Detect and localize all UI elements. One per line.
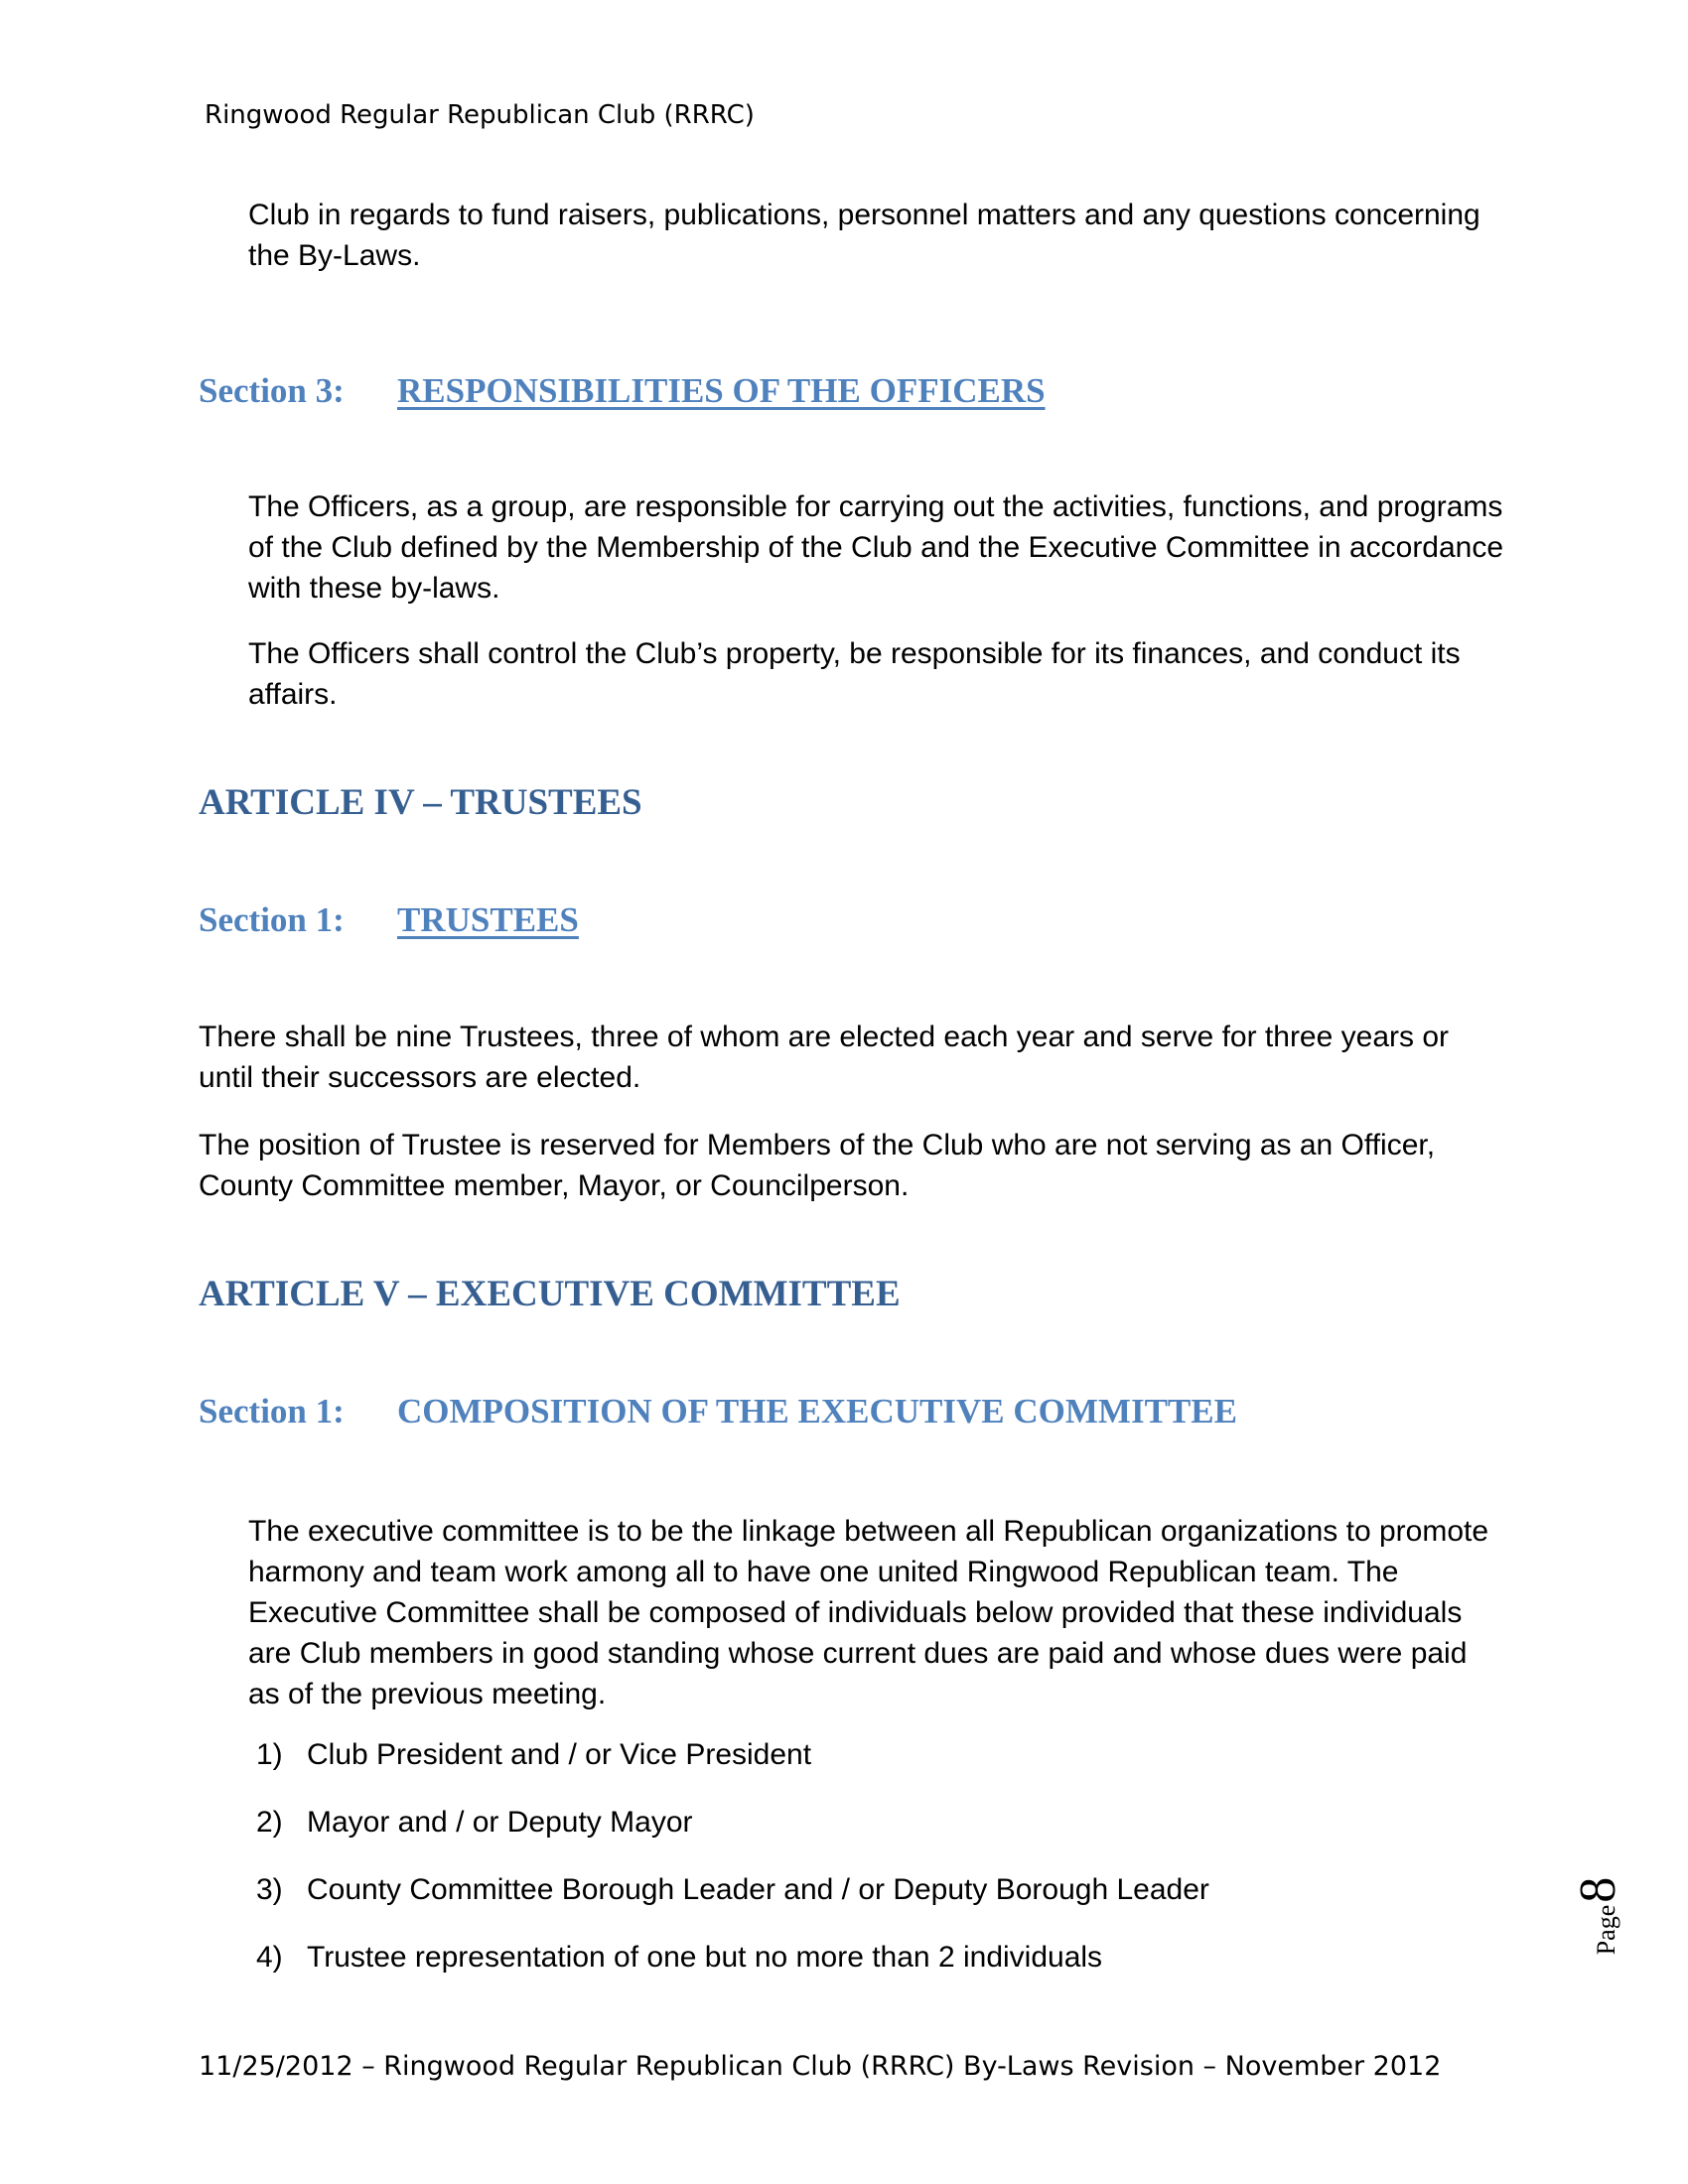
trustees-paragraph-1: There shall be nine Trustees, three of whom are elected each year and serve for three years or until their successors are elected. — [199, 1021, 1450, 1094]
section-3-heading — [199, 371, 1046, 411]
article-4-heading: ARTICLE IV – TRUSTEES — [199, 782, 642, 823]
list-text: Mayor and / or Deputy Mayor — [307, 1806, 693, 1839]
article-5-heading: ARTICLE V – EXECUTIVE COMMITTEE — [199, 1274, 901, 1314]
list-text: Trustee representation of one but no more than 2 individuals — [307, 1941, 1103, 1974]
section-title: TRUSTEES — [397, 900, 579, 939]
executive-committee-paragraph: The executive committee is to be the linkage between all Republican organizations to promote harmony and team work among all to have one united Ringwood Republican team. The Executive Committee shall be composed of individuals below provided that these individuals are Club members in good standing whose current dues are paid and whose dues were paid as of the previous meeting. — [248, 1515, 1489, 1710]
page-footer: 11/25/2012 – Ringwood Regular Republican Club (RRRC) By-Laws Revision – November 2012 — [199, 2051, 1442, 2082]
page-value: 8 — [1570, 1876, 1626, 1903]
continuation-paragraph: Club in regards to fund raisers, publications, personnel matters and any questions concerning the By-Laws. — [248, 199, 1480, 272]
list-item — [256, 1941, 1102, 1975]
list-item — [256, 1738, 811, 1772]
list-text: County Committee Borough Leader and / or Deputy Borough Leader — [307, 1873, 1209, 1906]
list-number: 2) — [256, 1806, 283, 1839]
section-title: COMPOSITION OF THE EXECUTIVE COMMITTEE — [397, 1392, 1237, 1431]
list-number: 1) — [256, 1738, 283, 1771]
page-header: Ringwood Regular Republican Club (RRRC) — [205, 100, 755, 130]
list-number: 3) — [256, 1873, 283, 1906]
page-label: Page — [1592, 1904, 1620, 1956]
section-3-paragraph-2: The Officers shall control the Club’s property, be responsible for its finances, and conduct its affairs. — [248, 637, 1461, 711]
list-text: Club President and / or Vice President — [307, 1738, 812, 1771]
article-4-section-1-heading — [199, 900, 579, 940]
list-number: 4) — [256, 1941, 283, 1974]
list-item — [256, 1873, 1209, 1907]
page-number — [1569, 1856, 1648, 1976]
section-number: Section 1: — [199, 900, 345, 939]
section-title: RESPONSIBILITIES OF THE OFFICERS — [397, 371, 1046, 410]
article-5-section-1-heading — [199, 1392, 1237, 1432]
section-3-paragraph-1: The Officers, as a group, are responsible for carrying out the activities, functions, and programs of the Club defined by the Membership of the Club and the Executive Committee in accordance with these by-laws. — [248, 490, 1504, 605]
section-number: Section 1: — [199, 1392, 345, 1431]
list-item — [256, 1806, 693, 1840]
section-number: Section 3: — [199, 371, 345, 410]
trustees-paragraph-2: The position of Trustee is reserved for Members of the Club who are not serving as an Officer, County Committee member, Mayor, or Councilperson. — [199, 1129, 1436, 1202]
